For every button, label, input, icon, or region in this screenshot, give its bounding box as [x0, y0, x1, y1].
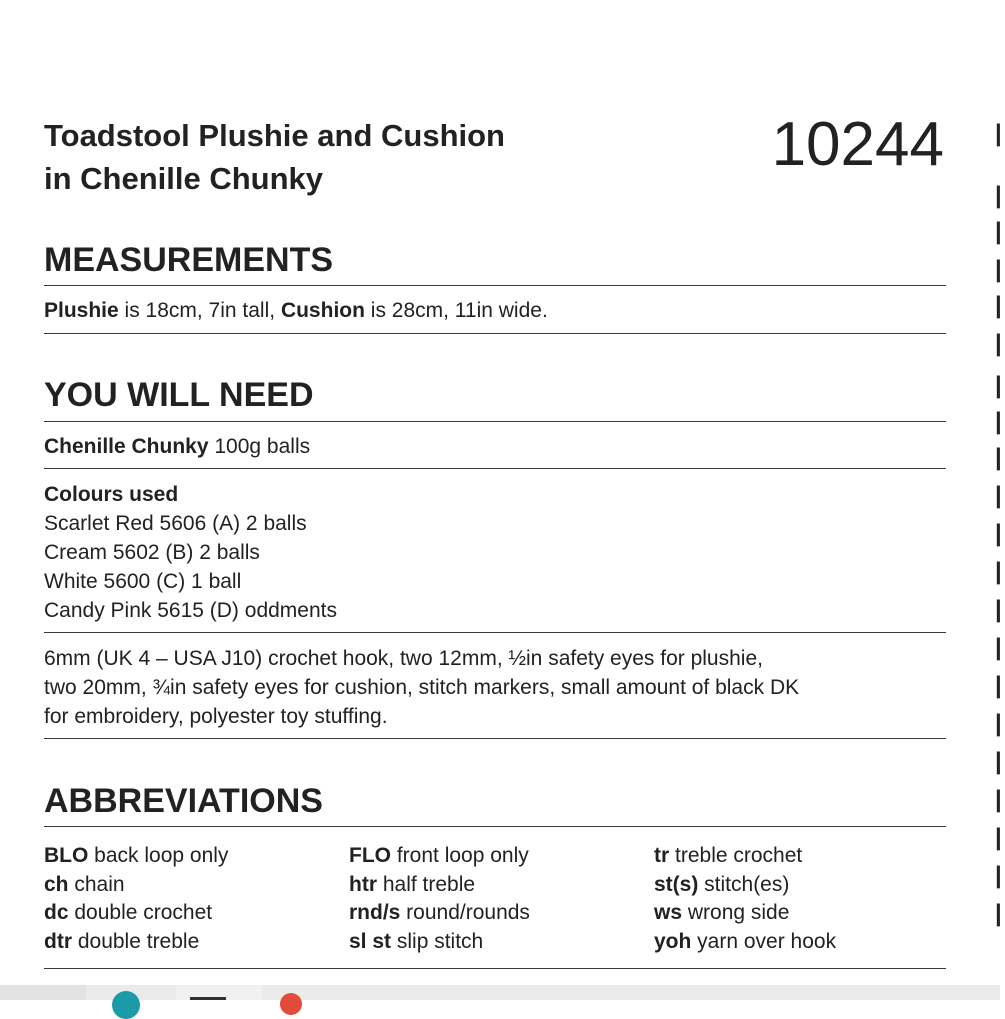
plushie-label: Plushie: [44, 299, 119, 322]
abbreviations-column-2: [349, 842, 649, 956]
next-page-edge: [946, 0, 1000, 985]
abbreviation-term: rnd/s: [349, 901, 401, 924]
abbreviation-term: yoh: [654, 929, 692, 953]
abbreviation-row: [654, 899, 954, 928]
divider: [44, 632, 946, 633]
abbreviation-term: htr: [349, 872, 377, 896]
cropped-glyph: |: [995, 786, 1002, 813]
cropped-glyph: |: [995, 372, 1002, 399]
bottom-toolbar-edge: [0, 985, 1000, 1000]
extras-line: two 20mm, ¾in safety eyes for cushion, stitch markers, small amount of black DK: [44, 676, 800, 699]
abbreviation-row: [44, 899, 344, 928]
abbreviations-column-3: [654, 842, 954, 956]
abbreviation-meaning: round/rounds: [400, 901, 530, 924]
yarn-ball-size: 100g balls: [208, 435, 311, 458]
abbreviation-term: st(s): [654, 872, 699, 896]
abbreviation-term: dtr: [44, 929, 72, 953]
colour-item: Scarlet Red 5606 (A) 2 balls: [44, 512, 307, 535]
yarn-label: Chenille Chunky: [44, 435, 209, 458]
divider: [44, 421, 946, 422]
abbreviation-term: FLO: [349, 844, 391, 867]
measurements-text: [44, 296, 944, 325]
cropped-glyph: |: [995, 672, 1002, 699]
cropped-glyph: |: [995, 292, 1002, 319]
cropped-glyph: |: [995, 120, 1002, 147]
abbreviation-row: [349, 871, 649, 900]
pattern-title-line2: in Chenille Chunky: [44, 161, 324, 196]
abbreviation-meaning: stitch(es): [698, 872, 790, 896]
menu-icon[interactable]: [190, 997, 226, 1000]
abbreviation-term: ws: [654, 901, 683, 924]
extras-block: [44, 644, 944, 731]
cropped-glyph: |: [995, 218, 1002, 245]
extras-line: for embroidery, polyester toy stuffing.: [44, 705, 388, 728]
pattern-number: 10244: [771, 110, 944, 179]
colour-item: Candy Pink 5615 (D) oddments: [44, 599, 337, 622]
abbreviations-column-1: [44, 842, 344, 956]
cropped-glyph: |: [995, 256, 1002, 283]
cropped-glyph: |: [995, 824, 1002, 851]
abbreviation-meaning: chain: [68, 872, 125, 896]
abbreviation-row: [44, 842, 344, 871]
teal-circle-icon[interactable]: [112, 991, 140, 1019]
abbreviation-meaning: wrong side: [682, 901, 790, 924]
abbreviation-meaning: yarn over hook: [691, 929, 837, 953]
abbreviation-row: [654, 842, 954, 871]
toolbar-segment: [0, 985, 86, 1000]
abbreviation-row: [654, 871, 954, 900]
cushion-label: Cushion: [280, 299, 365, 322]
divider: [44, 738, 946, 739]
cropped-glyph: |: [995, 634, 1002, 661]
divider: [44, 826, 946, 827]
divider: [44, 968, 946, 969]
abbreviation-row: [349, 928, 649, 957]
cropped-glyph: |: [995, 596, 1002, 623]
abbreviation-meaning: double treble: [72, 929, 200, 953]
pattern-title-line1: Toadstool Plushie and Cushion: [44, 118, 505, 153]
abbreviation-term: tr: [654, 844, 670, 867]
cushion-size: is 28cm, 11in wide.: [364, 299, 548, 322]
cropped-glyph: |: [995, 710, 1002, 737]
colours-heading: Colours used: [44, 483, 179, 506]
cropped-glyph: |: [995, 862, 1002, 889]
cropped-glyph: |: [995, 900, 1002, 927]
divider: [44, 333, 946, 334]
plushie-size: is 18cm, 7in tall,: [118, 299, 281, 322]
colour-item: Cream 5602 (B) 2 balls: [44, 541, 260, 564]
pattern-title: [44, 114, 664, 200]
abbreviation-term: ch: [44, 872, 69, 896]
abbreviation-row: [44, 928, 344, 957]
colours-block: [44, 480, 944, 625]
abbreviation-row: [44, 871, 344, 900]
cropped-glyph: |: [995, 444, 1002, 471]
abbreviation-meaning: treble crochet: [669, 844, 803, 867]
abbreviation-meaning: front loop only: [391, 844, 529, 867]
divider: [44, 285, 946, 286]
cropped-glyph: |: [995, 482, 1002, 509]
abbreviation-term: BLO: [44, 844, 89, 867]
cropped-glyph: |: [995, 182, 1002, 209]
yarn-text: [44, 432, 944, 461]
measurements-heading: MEASUREMENTS: [44, 241, 334, 279]
abbreviation-meaning: half treble: [377, 872, 476, 896]
abbreviation-term: dc: [44, 901, 69, 924]
abbreviations-heading: ABBREVIATIONS: [44, 782, 323, 820]
abbreviation-row: [654, 928, 954, 957]
cropped-glyph: |: [995, 520, 1002, 547]
red-circle-icon[interactable]: [280, 993, 302, 1015]
extras-line: 6mm (UK 4 – USA J10) crochet hook, two 12mm, ½in safety eyes for plushie,: [44, 647, 763, 670]
abbreviation-row: [349, 899, 649, 928]
abbreviation-meaning: slip stitch: [391, 929, 484, 953]
you-will-need-heading: YOU WILL NEED: [44, 376, 314, 414]
colour-item: White 5600 (C) 1 ball: [44, 570, 242, 593]
abbreviation-term: sl st: [349, 929, 392, 953]
cropped-glyph: |: [995, 408, 1002, 435]
abbreviation-meaning: double crochet: [68, 901, 213, 924]
cropped-glyph: |: [995, 748, 1002, 775]
cropped-glyph: |: [995, 330, 1002, 357]
divider: [44, 468, 946, 469]
abbreviation-row: [349, 842, 649, 871]
abbreviation-meaning: back loop only: [88, 844, 229, 867]
cropped-glyph: |: [995, 558, 1002, 585]
